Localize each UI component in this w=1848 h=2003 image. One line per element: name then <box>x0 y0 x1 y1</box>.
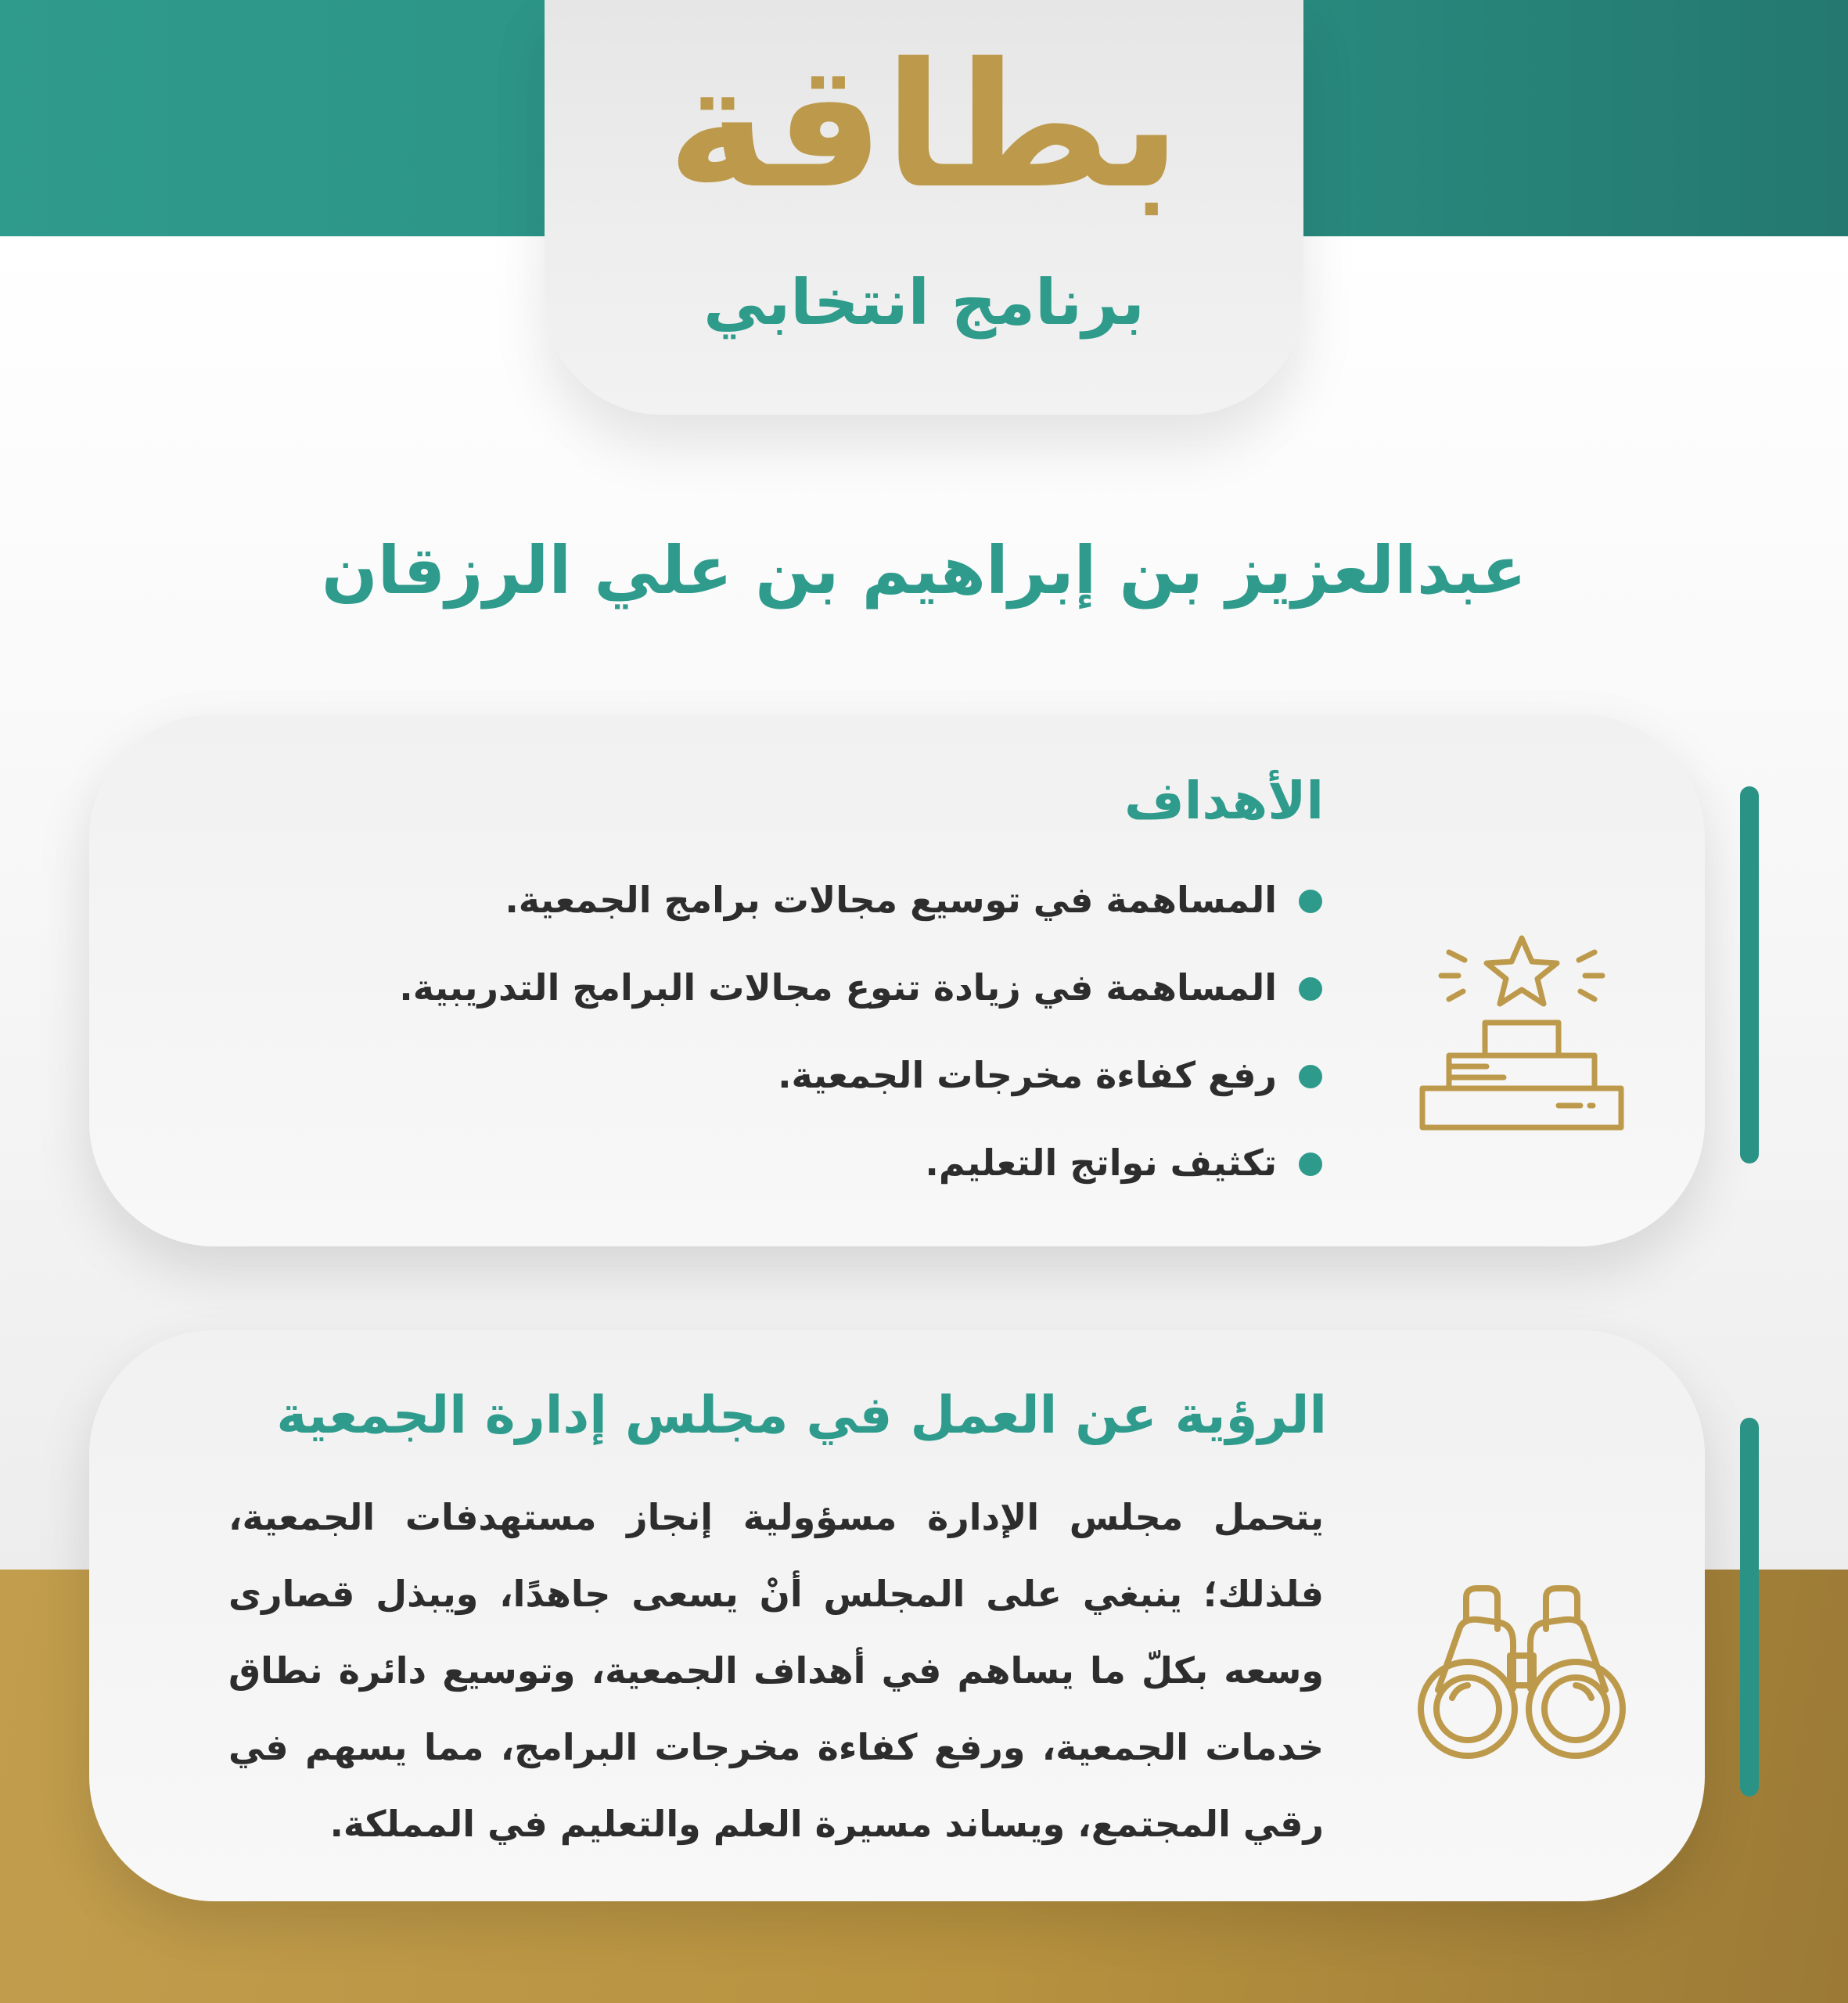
goals-accent-bar <box>1740 786 1759 1163</box>
podium-star-icon <box>1416 927 1627 1138</box>
goals-list <box>383 872 1322 1223</box>
header-tab <box>545 0 1303 415</box>
bullet-dot <box>1299 890 1322 913</box>
vision-title: الرؤية عن العمل في مجلس إدارة الجمعية <box>276 1385 1327 1445</box>
vision-accent-bar <box>1740 1418 1759 1796</box>
bullet-dot <box>1299 977 1322 1001</box>
vision-paragraph: يتحمل مجلس الإدارة مسؤولية إنجاز مستهدفات الجمعية، فلذلك؛ ينبغي على المجلس أنْ يسعى جاهدًا، ويبذل قصارى وسعه بكلّ ما يساهم في أهداف الجمعية، وتوسيع دائرة نطاق خدمات الجمعية، ورفع كفاءة مخرجات البرامج، مما يسهم في رقي المجتمع، ويساند مسيرة العلم والتعليم في المملكة. <box>228 1496 1324 1845</box>
goal-item <box>383 1135 1322 1223</box>
goal-text: المساهمة في توسيع مجالات برامج الجمعية. <box>505 879 1277 921</box>
bullet-dot <box>1299 1153 1322 1176</box>
goal-item <box>383 1048 1322 1135</box>
goal-item <box>383 960 1322 1048</box>
header-title: بطاقة <box>667 26 1181 226</box>
bullet-dot <box>1299 1065 1322 1088</box>
goal-text: المساهمة في زيادة تنوع مجالات البرامج التدريبية. <box>399 966 1277 1009</box>
goal-text: رفع كفاءة مخرجات الجمعية. <box>778 1054 1277 1096</box>
goal-text: تكثيف نواتج التعليم. <box>925 1142 1277 1184</box>
goals-title: الأهداف <box>1124 771 1324 831</box>
binoculars-icon <box>1408 1580 1635 1760</box>
candidate-name: عبدالعزيز بن إبراهيم بن علي الرزقان <box>321 532 1527 609</box>
header-subtitle: برنامج انتخابي <box>703 266 1145 339</box>
goal-item <box>383 872 1322 960</box>
